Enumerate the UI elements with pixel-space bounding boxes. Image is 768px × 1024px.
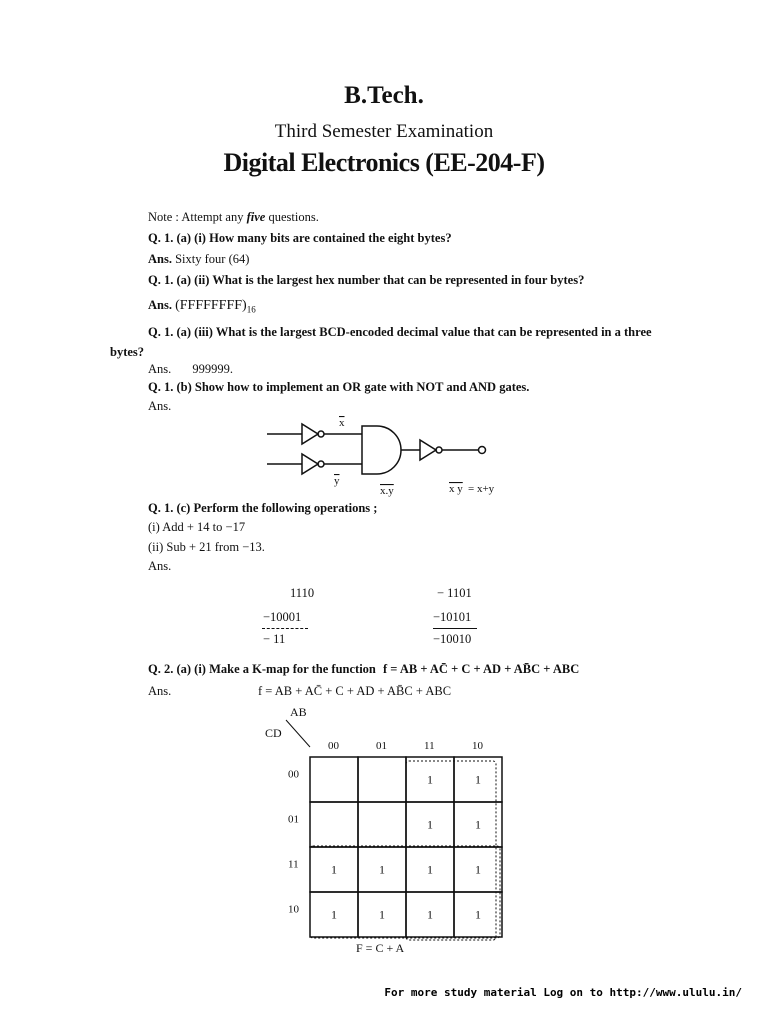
kmap-cell-value: 1: [475, 817, 481, 832]
kmap-row-var: CD: [265, 726, 282, 740]
kmap-function: f = AB + AC̄ + C + AD + AB̄C + ABC: [383, 662, 580, 676]
arith-left-rule: [262, 628, 308, 629]
answer-1a-i: [148, 252, 249, 267]
not-gate-y-icon: [302, 454, 318, 474]
note-prefix: Note : Attempt any: [148, 210, 247, 224]
course-title: Digital Electronics (EE-204-F): [223, 148, 545, 177]
question-1c: Q. 1. (c) Perform the following operations ;: [148, 501, 378, 515]
answer-label: Ans.: [148, 298, 172, 312]
kmap-result: F = C + A: [356, 941, 405, 955]
kmap-cell-value: 1: [379, 862, 385, 877]
answer-text: Sixty four (64): [175, 252, 250, 266]
arith-right-a: − 1101: [437, 586, 472, 600]
or-gate-diagram: [262, 412, 522, 502]
note-line: [148, 210, 319, 225]
label-x-bar: x: [339, 417, 345, 429]
kmap-cell-box: [358, 757, 406, 802]
and-gate-icon: [362, 426, 401, 474]
arith-left-b: −10001: [263, 610, 302, 624]
kmap-col-header: 10: [472, 740, 483, 752]
kmap-cell-value: 1: [427, 772, 433, 787]
kmap-cell-box: [310, 757, 358, 802]
answer-label: Ans.: [148, 252, 172, 266]
answer-text: (FFFFFFFF): [175, 298, 247, 313]
answer-1c-label: Ans.: [148, 559, 172, 573]
kmap-diagram: [260, 702, 520, 958]
note-emphasis: five: [246, 210, 266, 224]
answer-label: Ans.: [148, 362, 172, 376]
question-1b: Q. 1. (b) Show how to implement an OR gate with NOT and AND gates.: [148, 380, 530, 394]
arith-right-rule: [433, 628, 477, 629]
kmap-corner-diagonal: [286, 720, 310, 747]
answer-2a-label: Ans.: [148, 684, 172, 698]
label-and-out: x.y: [380, 485, 394, 497]
kmap-row-header: 11: [288, 858, 299, 871]
kmap-cell-value: 1: [427, 817, 433, 832]
arith-right-r: −10010: [433, 632, 472, 646]
kmap-row-header: 00: [288, 768, 299, 781]
arith-left-a: 1110: [290, 586, 315, 600]
label-final-left: x y: [449, 483, 463, 495]
kmap-cell-box: [358, 802, 406, 847]
question-1a-iii-cont: bytes?: [110, 345, 145, 359]
answer-subscript: 16: [246, 304, 256, 315]
question-1c-part-ii: (ii) Sub + 21 from −13.: [148, 540, 265, 554]
kmap-row-header: 01: [288, 813, 299, 826]
question-2a: [148, 662, 579, 677]
answer-text: 999999.: [192, 362, 234, 376]
answer-1a-ii: [148, 298, 256, 315]
exam-subtitle: Third Semester Examination: [274, 121, 494, 142]
question-2a-text: Q. 2. (a) (i) Make a K-map for the function: [148, 662, 376, 676]
question-1a-i: Q. 1. (a) (i) How many bits are contained the eight bytes?: [148, 231, 452, 245]
kmap-cell-value: 1: [331, 907, 337, 922]
footer-link-text: For more study material Log on to http://www.ululu.in/: [384, 986, 742, 999]
degree-title: B.Tech.: [344, 82, 424, 109]
note-suffix: questions.: [265, 210, 319, 224]
kmap-cell-value: 1: [331, 862, 337, 877]
kmap-group-A-loop: [406, 761, 496, 940]
kmap-col-var: AB: [290, 705, 307, 719]
not-gate-out-icon: [420, 440, 436, 460]
kmap-cell-box: [310, 802, 358, 847]
kmap-row-header: 10: [288, 903, 299, 916]
arith-left-r: − 11: [263, 632, 286, 646]
kmap-col-header: 11: [424, 740, 435, 752]
kmap-col-header: 01: [376, 740, 387, 752]
answer-1a-iii: [148, 362, 233, 377]
question-1c-part-i: (i) Add + 14 to −17: [148, 520, 246, 534]
label-final-right: = x+y: [468, 483, 495, 495]
kmap-cell-value: 1: [475, 772, 481, 787]
kmap-answer-function: f = AB + AC̄ + C + AD + AB̄C + ABC: [258, 684, 452, 698]
kmap-cell-value: 1: [475, 862, 481, 877]
arith-right-b: −10101: [433, 610, 472, 624]
question-1a-ii: Q. 1. (a) (ii) What is the largest hex number that can be represented in four bytes?: [148, 273, 585, 287]
not-gate-x-icon: [302, 424, 318, 444]
label-y-bar: y: [334, 475, 340, 487]
kmap-cell-value: 1: [475, 907, 481, 922]
kmap-cell-value: 1: [427, 862, 433, 877]
output-terminal-icon: [479, 447, 486, 454]
kmap-cell-value: 1: [379, 907, 385, 922]
question-1a-iii: Q. 1. (a) (iii) What is the largest BCD-encoded decimal value that can be represented in a three: [148, 325, 652, 339]
kmap-cell-value: 1: [427, 907, 433, 922]
answer-1b-label: Ans.: [148, 399, 172, 413]
kmap-col-header: 00: [328, 740, 339, 752]
